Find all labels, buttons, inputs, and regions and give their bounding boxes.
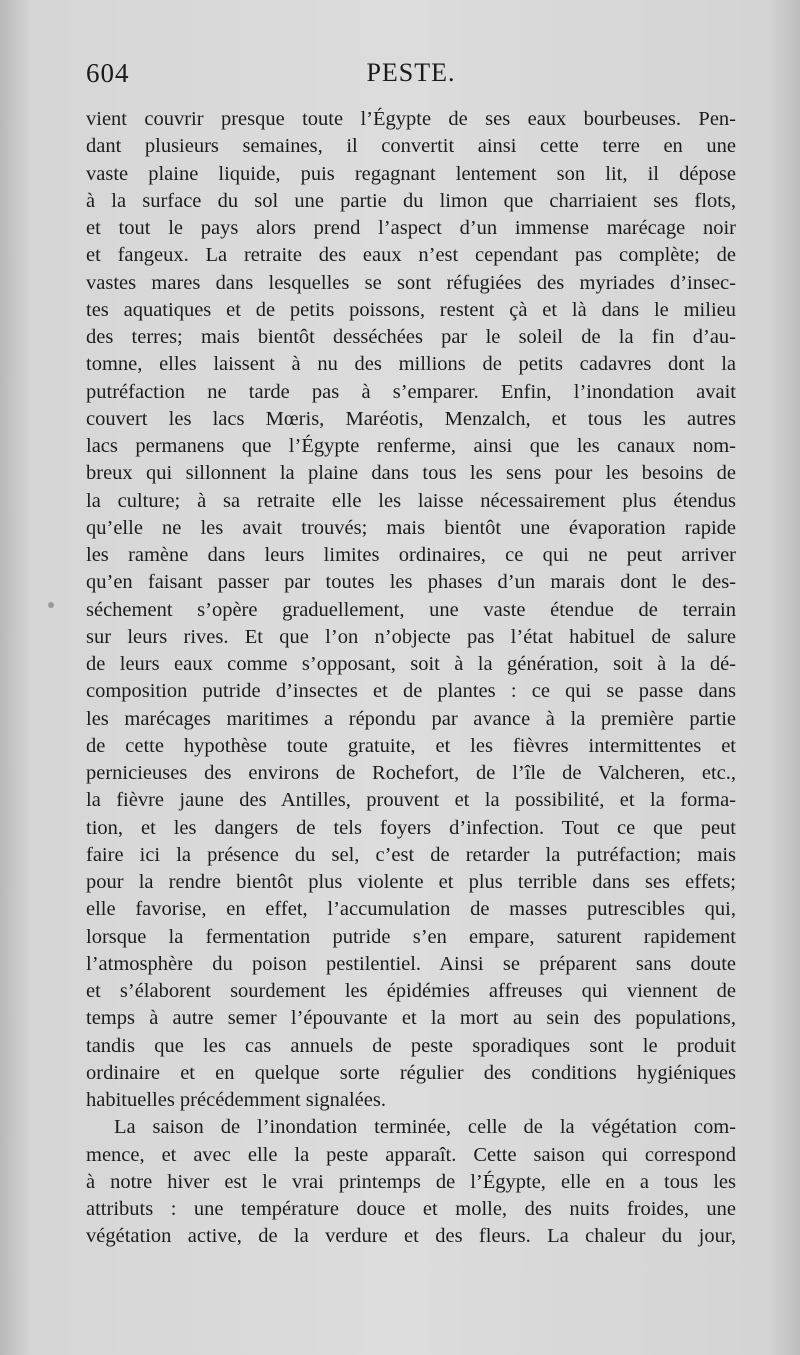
text-line: lorsque la fermentation putride s’en empare, saturent rapidement	[86, 925, 736, 948]
text-line: et fangeux. La retraite des eaux n’est cependant pas complète; de	[86, 244, 736, 267]
running-title: PESTE.	[366, 58, 456, 87]
page-number: 604	[86, 58, 130, 88]
text-line: couvert les lacs Mœris, Maréotis, Menzalch, et tous les autres	[86, 407, 736, 430]
text-line: lacs permanens que l’Égypte renferme, ainsi que les canaux nom-	[86, 435, 736, 457]
text-line: des terres; mais bientôt desséchées par le soleil de la fin d’au-	[86, 326, 736, 348]
body-text	[86, 106, 736, 1251]
text-line: végétation active, de la verdure et des fleurs. La chaleur du jour,	[86, 1225, 736, 1248]
text-line: breux qui sillonnent la plaine dans tous les sens pour les besoins de	[86, 462, 736, 485]
text-line: attributs : une température douce et molle, des nuits froides, une	[86, 1198, 736, 1220]
text-line: ordinaire et en quelque sorte régulier des conditions hygiéniques	[86, 1061, 736, 1084]
text-line: séchement s’opère graduellement, une vaste étendue de terrain	[86, 598, 736, 621]
text-line: composition putride d’insectes et de plantes : ce qui se passe dans	[86, 680, 736, 703]
text-line: à la surface du sol une partie du limon que charriaient ses flots,	[86, 189, 736, 212]
text-line: dant plusieurs semaines, il convertit ainsi cette terre en une	[86, 135, 736, 158]
text-line: tomne, elles laissent à nu des millions de petits cadavres dont la	[86, 353, 736, 376]
running-head	[86, 58, 736, 98]
text-line: les ramène dans leurs limites ordinaires, ce qui ne peut arriver	[86, 544, 736, 566]
text-line: mence, et avec elle la peste apparaît. Cette saison qui correspond	[86, 1143, 736, 1166]
text-line: à notre hiver est le vrai printemps de l’Égypte, elle en a tous les	[86, 1170, 736, 1193]
text-line: de leurs eaux comme s’opposant, soit à la génération, soit à la dé-	[86, 653, 736, 675]
text-line: de cette hypothèse toute gratuite, et les fièvres intermittentes et	[86, 734, 736, 757]
text-line: qu’en faisant passer par toutes les phases d’un marais dont le des-	[86, 571, 736, 594]
text-line: sur leurs rives. Et que l’on n’objecte pas l’état habituel de salure	[86, 625, 736, 648]
text-line: elle favorise, en effet, l’accumulation de masses putrescibles qui,	[86, 898, 736, 921]
text-line: qu’elle ne les avait trouvés; mais bientôt une évaporation rapide	[86, 516, 736, 539]
text-line: l’atmosphère du poison pestilentiel. Ainsi se préparent sans doute	[86, 952, 736, 975]
text-line: tandis que les cas annuels de peste sporadiques sont le produit	[86, 1034, 736, 1057]
text-line: pour la rendre bientôt plus violente et plus terrible dans ses effets;	[86, 871, 736, 893]
text-line: vastes mares dans lesquelles se sont réfugiées des myriades d’insec-	[86, 271, 736, 294]
text-line: tes aquatiques et de petits poissons, restent çà et là dans le milieu	[86, 298, 736, 321]
text-line: temps à autre semer l’épouvante et la mort au sein des populations,	[86, 1007, 736, 1030]
paragraph-start-line: La saison de l’inondation terminée, celle de la végétation com-	[114, 1116, 736, 1139]
text-line: tion, et les dangers de tels foyers d’infection. Tout ce que peut	[86, 816, 736, 839]
text-line: et s’élaborent sourdement les épidémies affreuses qui viennent de	[86, 980, 736, 1002]
text-line: putréfaction ne tarde pas à s’emparer. Enfin, l’inondation avait	[86, 380, 736, 403]
text-line: les marécages maritimes a répondu par avance à la première partie	[86, 707, 736, 730]
text-line: vient couvrir presque toute l’Égypte de ses eaux bourbeuses. Pen-	[86, 108, 736, 130]
text-line: vaste plaine liquide, puis regagnant lentement son lit, il dépose	[86, 162, 736, 185]
text-line: la fièvre jaune des Antilles, prouvent et la possibilité, et la forma-	[86, 789, 736, 812]
paper-speck	[48, 602, 54, 608]
text-line: et tout le pays alors prend l’aspect d’un immense marécage noir	[86, 217, 736, 239]
paragraph-end-line: habituelles précédemment signalées.	[86, 1089, 386, 1111]
text-line: pernicieuses des environs de Rochefort, de l’île de Valcheren, etc.,	[86, 762, 736, 784]
text-line: la culture; à sa retraite elle les laisse nécessairement plus étendus	[86, 489, 736, 512]
text-line: faire ici la présence du sel, c’est de retarder la putréfaction; mais	[86, 843, 736, 866]
